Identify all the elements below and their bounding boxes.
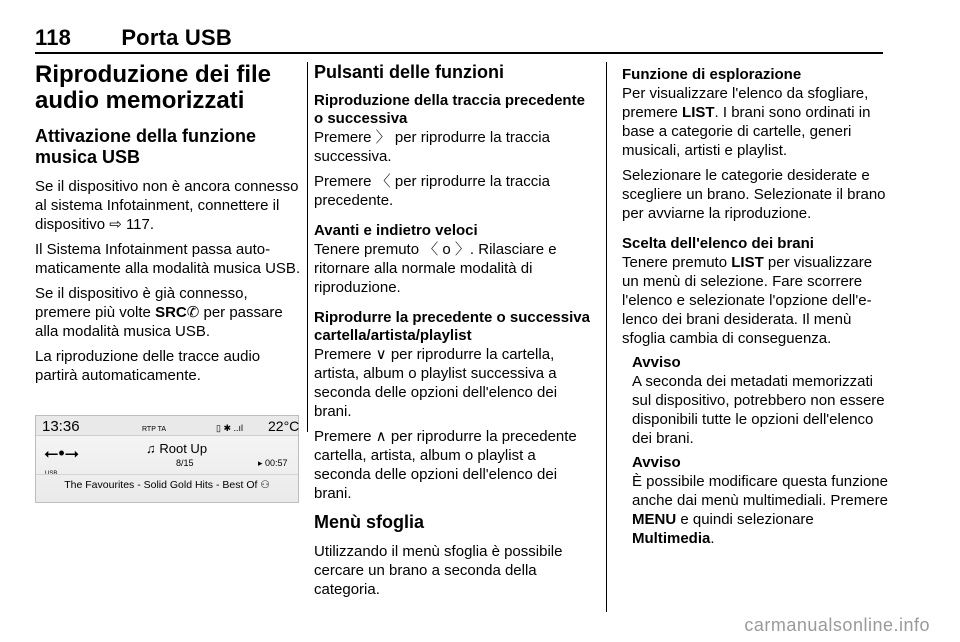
paragraph: Premere ∧ per riprodurre la precedente cartella, artista, album o playlist a seconda delle opzioni dell'elenco dei brani. <box>314 428 577 502</box>
notice-heading: Avviso <box>632 454 681 471</box>
paragraph <box>622 253 888 348</box>
text-run: È possibile modificare questa funzione anche dai menù multimediali. Premere <box>632 473 888 509</box>
paragraph: Il Sistema Infotainment passa automaticamente alla modalità musica USB. <box>35 241 301 277</box>
paragraph <box>632 472 888 548</box>
menu-key: MENU <box>632 511 677 528</box>
subheading: Funzione di esplorazione <box>622 66 802 83</box>
display-status-icons: ▯ ✱ ..ıl <box>216 423 243 433</box>
header-rule <box>35 52 883 54</box>
person-icon: ⚇ <box>260 479 270 491</box>
paragraph: Selezionare le categorie desiderate e scegliere un brano. Selezionate il brano per avviarne la riproduzione. <box>622 167 886 222</box>
paragraph: Se il dispositivo non è ancora connesso al sistema Infotainment, connettere il dispositivo ⇨ 117. <box>35 178 299 233</box>
list-key: LIST <box>731 254 764 271</box>
display-temperature: 22°C <box>268 418 300 434</box>
subheading: Scelta dell'elenco dei brani <box>622 235 814 252</box>
display-song-title: ♫ Root Up <box>146 441 208 456</box>
column-divider-1 <box>307 62 308 432</box>
column-1 <box>35 62 301 503</box>
paragraph <box>35 284 301 341</box>
paragraph: Utilizzando il menù sfoglia è possibile cercare un brano a seconda della categoria. <box>314 543 563 598</box>
watermark: carmanualsonline.info <box>744 615 930 635</box>
text-run: . I brani sono ordinati in base a categorie di cartelle, generi musicali, artisti e playlist. <box>622 104 871 159</box>
subheading: Avanti e indietro veloci <box>314 222 478 239</box>
page-header <box>35 25 232 51</box>
page-title: Porta USB <box>121 25 232 50</box>
text-run: per visualizzare un menù di selezione. Fare scorrere l'elenco e selezionate l'opzione dell'elenco dei brani desiderata. Il menù sfoglia cambia di conseguenza. <box>622 254 873 347</box>
page-number: 118 <box>35 25 72 50</box>
usb-icon: ⭠•⭢ <box>44 443 80 463</box>
display-rtp-ta: RTP TA <box>142 426 166 433</box>
column-2 <box>314 62 595 605</box>
column-3 <box>622 62 888 554</box>
display-usb-label: USB <box>45 471 58 477</box>
paragraph: Premere 〉 per riprodurre la traccia successiva. <box>314 129 550 165</box>
text-run: . <box>710 530 715 547</box>
paragraph <box>622 84 888 160</box>
column-divider-2 <box>606 62 607 612</box>
text-run: per passare alla modalità musica USB. <box>35 304 283 340</box>
display-clock: 13:36 <box>42 418 80 435</box>
subheading: Riproduzione della traccia precedente o successiva <box>314 92 585 127</box>
notice-block <box>632 354 888 548</box>
text-run: Se il dispositivo è già connesso, premere più volte <box>35 285 248 321</box>
text-run: Tenere premuto <box>622 254 732 271</box>
phone-icon: ✆ <box>186 304 200 321</box>
subsection-title: Menù sfoglia <box>314 512 425 532</box>
display-elapsed-time: ▸ 00:57 <box>258 458 288 468</box>
text-run: Per visualizzare l'elenco da sfogliare, premere <box>622 85 869 121</box>
subsection-title: Attivazione della funzione musica USB <box>35 126 257 167</box>
multimedia-key: Multimedia <box>632 530 711 547</box>
src-key: SRC <box>155 304 187 321</box>
paragraph: Tenere premuto 〈 o 〉. Rilasciare e ritornare alla normale modalità di riproduzione. <box>314 241 557 296</box>
notice-heading: Avviso <box>632 354 681 371</box>
section-title: Pulsanti delle funzioni <box>314 62 505 82</box>
list-key: LIST <box>682 104 715 121</box>
paragraph: Premere 〈 per riprodurre la traccia precedente. <box>314 173 550 209</box>
display-track-number: 8/15 <box>176 458 194 468</box>
subheading: Riprodurre la precedente o successiva cartella/artista/playlist <box>314 309 590 344</box>
paragraph: La riproduzione delle tracce audio partirà automaticamente. <box>35 348 261 384</box>
paragraph: A seconda dei metadati memorizzati sul dispositivo, potrebbero non essere disponibili tutte le opzioni dell'elenco dei brani. <box>632 373 885 447</box>
display-info-text: The Favourites - Solid Gold Hits - Best Of <box>64 479 258 491</box>
infotainment-display-image <box>35 415 299 503</box>
text-run: e quindi selezionare <box>676 511 814 528</box>
section-title: Riproduzione dei file audio memorizzati <box>35 61 272 114</box>
paragraph: Premere ∨ per riprodurre la cartella, artista, album o playlist successiva a seconda delle opzioni dell'elenco dei brani. <box>314 346 558 420</box>
display-info-line <box>36 474 298 497</box>
